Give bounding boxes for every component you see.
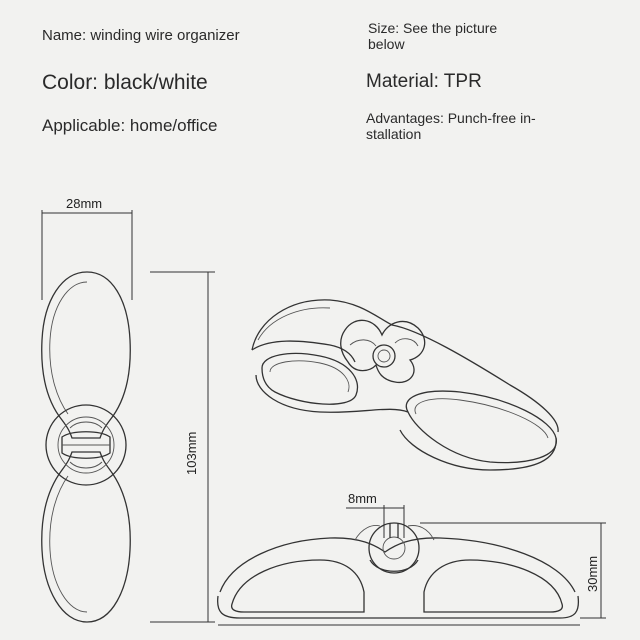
dimension-width bbox=[42, 196, 132, 300]
spec-size-line2: below bbox=[368, 36, 405, 52]
side-view bbox=[218, 523, 580, 625]
spec-name: Name: winding wire organizer bbox=[42, 27, 240, 44]
perspective-view bbox=[252, 300, 558, 470]
front-view bbox=[42, 272, 131, 622]
spec-applicable: Applicable: home/office bbox=[42, 116, 218, 135]
spec-material: Material: TPR bbox=[366, 71, 482, 92]
dimension-width-label: 28mm bbox=[66, 196, 103, 211]
spec-size-line1: Size: See the picture bbox=[368, 20, 498, 36]
dimension-length bbox=[150, 272, 215, 622]
spec-color: Color: black/white bbox=[42, 71, 208, 94]
front-view-lower-lobe bbox=[42, 452, 131, 622]
spec-advantages-line2: stallation bbox=[366, 126, 422, 142]
dimension-slot-label: 8mm bbox=[348, 491, 377, 506]
dimension-length-label: 103mm bbox=[184, 431, 199, 475]
dimension-height-label: 30mm bbox=[585, 555, 600, 592]
spec-advantages-line1: Advantages: Punch-free in- bbox=[366, 110, 536, 126]
front-view-upper-lobe bbox=[42, 272, 131, 438]
